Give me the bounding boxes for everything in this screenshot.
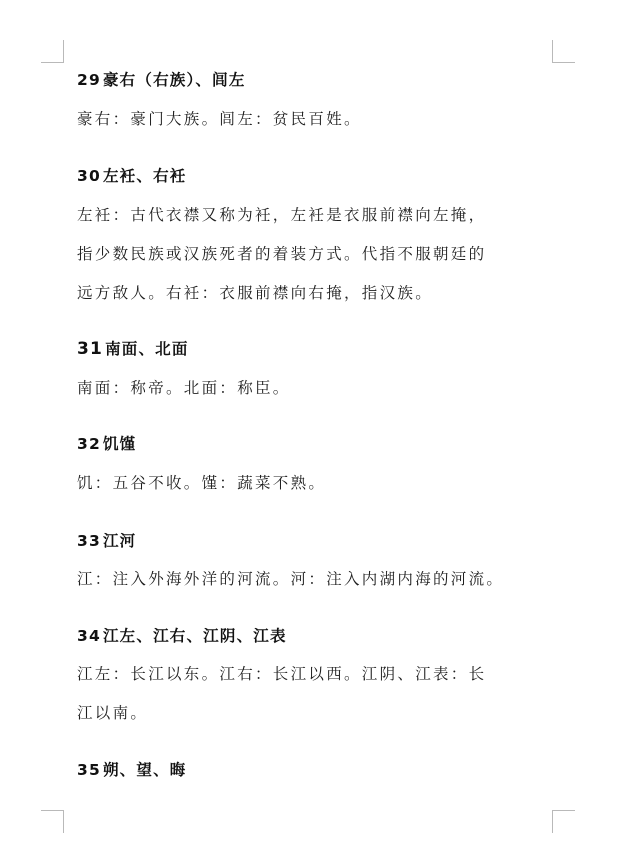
page-corner-mark-bottom-right	[552, 810, 575, 833]
section-number: 32	[77, 435, 101, 453]
section-number: 34	[77, 627, 101, 645]
section-heading	[77, 759, 187, 781]
section-heading	[77, 69, 246, 91]
section-heading	[77, 530, 136, 552]
section-title: 江左、江右、江阴、江表	[102, 627, 287, 645]
section-text-line: 饥：五谷不收。馑：蔬菜不熟。	[77, 474, 327, 492]
section-heading	[77, 433, 136, 455]
section-title: 南面、北面	[105, 340, 189, 358]
section-title: 饥馑	[102, 435, 137, 453]
page-corner-mark-bottom-left	[41, 810, 64, 833]
section-number: 30	[77, 167, 101, 185]
page-corner-mark-top-right	[552, 40, 575, 63]
section-number: 29	[77, 71, 101, 89]
section-text-line: 江左：长江以东。江右：长江以西。江阴、江表：长	[77, 665, 487, 683]
section-text-line: 豪右：豪门大族。闾左：贫民百姓。	[77, 110, 362, 128]
section-heading	[77, 338, 189, 360]
section-text-line: 远方敌人。右衽：衣服前襟向右掩，指汉族。	[77, 284, 434, 302]
section-number: 31	[77, 339, 104, 359]
section-text-line: 江：注入外海外洋的河流。河：注入内湖内海的河流。	[77, 570, 505, 588]
section-title: 朔、望、晦	[102, 761, 187, 779]
section-text-line: 江以南。	[77, 704, 149, 722]
page-corner-mark-top-left	[41, 40, 64, 63]
section-heading	[77, 165, 187, 187]
section-title: 豪右（右族）、闾左	[102, 71, 246, 89]
section-number: 35	[77, 761, 101, 779]
section-heading	[77, 625, 287, 647]
section-title: 江河	[102, 532, 137, 550]
section-text-line: 南面：称帝。北面：称臣。	[77, 379, 291, 397]
section-number: 33	[77, 532, 101, 550]
section-text-line: 指少数民族或汉族死者的着装方式。代指不服朝廷的	[77, 245, 487, 263]
section-text-line: 左衽：古代衣襟又称为衽，左衽是衣服前襟向左掩，	[77, 206, 487, 224]
section-title: 左衽、右衽	[102, 167, 187, 185]
